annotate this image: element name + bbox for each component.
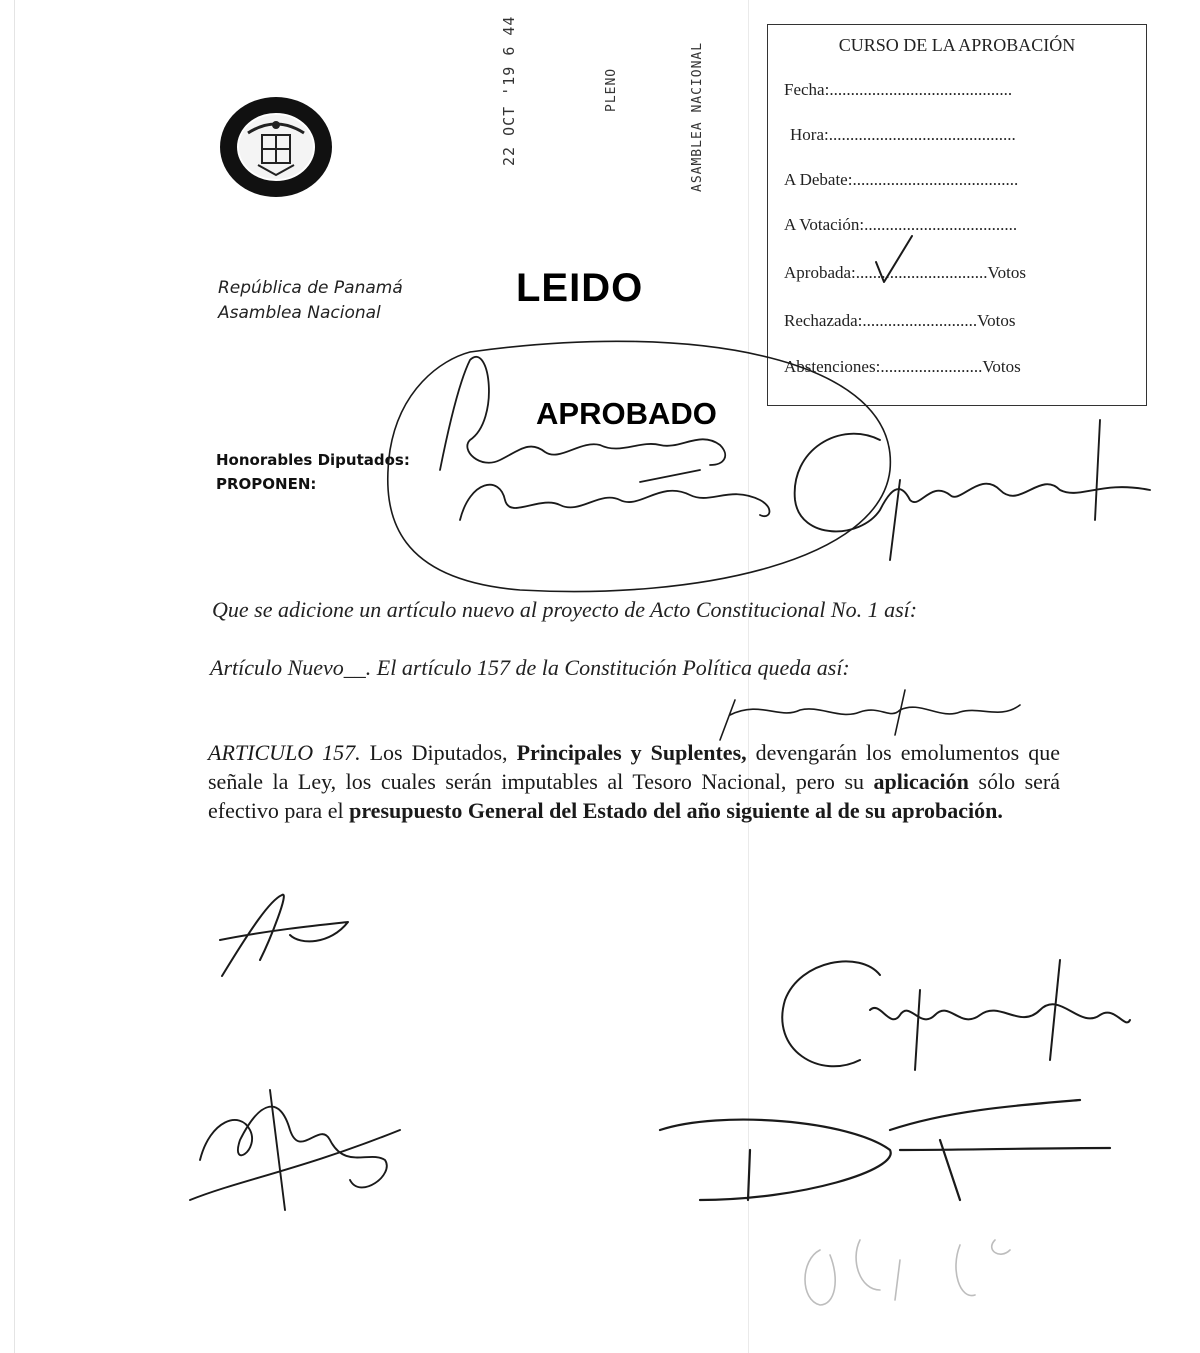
signature-right-1-icon bbox=[782, 960, 1130, 1070]
signature-left-2-icon bbox=[190, 1090, 400, 1210]
approval-row-aprobada: Aprobada:...............................Votos bbox=[784, 263, 1026, 282]
signature-left-1-icon bbox=[220, 895, 348, 976]
approval-row-fecha: Fecha:........................................... bbox=[784, 80, 1013, 99]
signature-kayra-icon bbox=[720, 690, 1020, 740]
approval-row-debate: A Debate:....................................... bbox=[784, 170, 1019, 189]
received-date-stamp: 22 OCT '19 6 44 bbox=[500, 15, 518, 166]
approval-box bbox=[767, 24, 1147, 406]
issuer-body: Asamblea Nacional bbox=[218, 303, 381, 323]
approval-box-title: CURSO DE LA APROBACIÓN bbox=[838, 35, 1076, 55]
approval-row-hora: Hora:............................................ bbox=[790, 125, 1016, 144]
intro-paragraph: Que se adicione un artículo nuevo al proyecto de Acto Constitucional No. 1 así: bbox=[212, 597, 918, 622]
signature-crispiano-icon bbox=[795, 420, 1150, 560]
pleno-stamp: PLENO bbox=[604, 67, 619, 112]
proponents-label: Honorables Diputados: PROPONEN: bbox=[216, 451, 410, 493]
leido-stamp: LEIDO bbox=[516, 266, 644, 310]
pencil-annotation-icon bbox=[805, 1240, 1010, 1305]
issuer-header bbox=[218, 276, 403, 326]
approval-row-votacion: A Votación:.................................... bbox=[784, 215, 1018, 234]
article-heading: ARTICULO 157. bbox=[208, 740, 361, 765]
approval-row-rechazada: Rechazada:...........................Votos bbox=[784, 311, 1016, 330]
page-edge bbox=[14, 0, 15, 1353]
new-article-line: Artículo Nuevo__. El artículo 157 de la Constitución Política queda así: bbox=[210, 655, 850, 680]
approval-row-abstenciones: Abstenciones:........................Votos bbox=[784, 357, 1021, 376]
asamblea-stamp: ASAMBLEA NACIONAL bbox=[690, 41, 705, 192]
article-157-text: ARTICULO 157. Los Diputados, Principales y Suplentes, devengarán los emolumentos que señale la Ley, los cuales serán imputables al Tesoro Nacional, pero su aplicación sólo será efectivo para el presupuesto General del Estado del año siguiente al de su aprobación. bbox=[208, 740, 1061, 823]
aprobado-stamp: APROBADO bbox=[536, 396, 717, 431]
signature-beniciio-icon bbox=[460, 470, 769, 520]
issuer-country: República de Panamá bbox=[218, 278, 403, 298]
signature-right-2-icon bbox=[660, 1100, 1110, 1200]
asamblea-seal-icon bbox=[218, 95, 334, 199]
